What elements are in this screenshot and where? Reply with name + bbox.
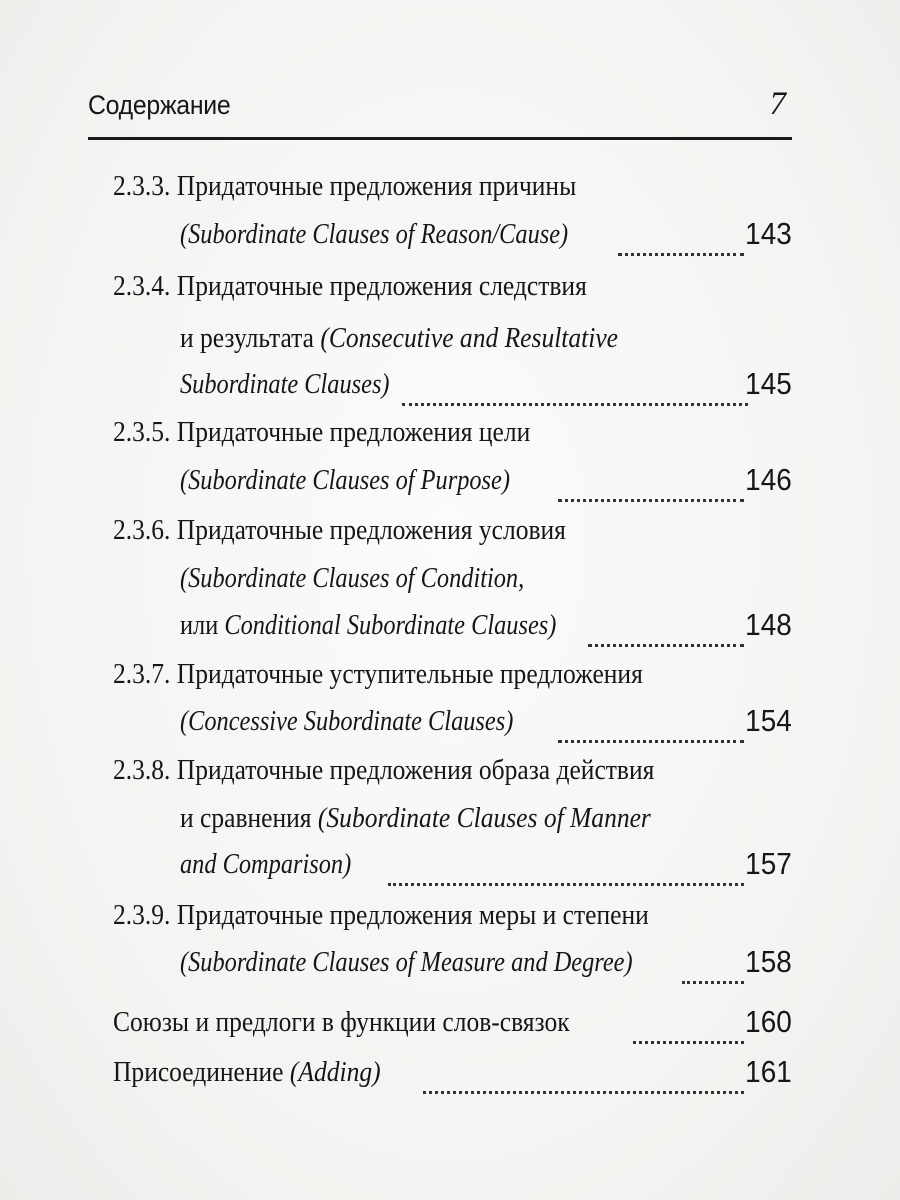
toc-entry-2-3-3-title bbox=[113, 164, 576, 208]
toc-entry-english: (Subordinate Clauses of Reason/Cause) bbox=[180, 218, 569, 250]
toc-page-number: 157 bbox=[745, 846, 792, 881]
toc-entry-number: 2.3.5. bbox=[113, 416, 171, 448]
toc-page-number: 145 bbox=[745, 366, 792, 401]
toc-entry-2-3-5-leader bbox=[180, 458, 792, 502]
leader-dots bbox=[618, 212, 744, 256]
toc-entry-2-3-9-leader bbox=[180, 940, 792, 984]
toc-page-number: 161 bbox=[745, 1054, 792, 1089]
toc-entry-number: 2.3.8. bbox=[113, 754, 171, 786]
toc-entry-title: Присоединение bbox=[113, 1056, 284, 1088]
toc-entry-english-cont: Subordinate Clauses) bbox=[180, 368, 390, 400]
toc-entry-number: 2.3.9. bbox=[113, 899, 171, 931]
toc-entry-title: Придаточные предложения цели bbox=[176, 416, 531, 448]
toc-entry-title: Придаточные предложения меры и степени bbox=[176, 899, 649, 931]
toc-entry-english: (Subordinate Clauses of Measure and Degree) bbox=[180, 946, 633, 978]
toc-entry-conjunctions bbox=[113, 1000, 792, 1044]
toc-entry-2-3-8-title bbox=[113, 748, 654, 792]
toc-entry-english: (Adding) bbox=[289, 1056, 381, 1088]
toc-entry-2-3-5-title bbox=[113, 410, 530, 454]
toc-entry-title: Союзы и предлоги в функции слов-связок bbox=[113, 1006, 570, 1038]
leader-dots bbox=[558, 458, 744, 502]
toc-page-number: 146 bbox=[745, 462, 792, 497]
leader-dots bbox=[423, 1050, 744, 1094]
toc-entry-english-cont: and Comparison) bbox=[180, 848, 352, 880]
toc-entry-english-alt: Conditional Subordinate Clauses) bbox=[224, 609, 557, 641]
toc-entry-2-3-8-leader bbox=[180, 842, 792, 886]
toc-entry-adding bbox=[113, 1050, 792, 1094]
toc-entry-title: Придаточные предложения причины bbox=[176, 170, 577, 202]
toc-entry-2-3-4-title bbox=[113, 264, 587, 308]
toc-entry-number: 2.3.4. bbox=[113, 270, 171, 302]
toc-entry-2-3-7-leader bbox=[180, 699, 792, 743]
toc-entry-title-cont: и результата bbox=[180, 322, 314, 354]
toc-page-number: 158 bbox=[745, 944, 792, 979]
toc-entry-english-cont bbox=[180, 603, 556, 647]
toc-page-number: 160 bbox=[745, 1004, 792, 1039]
toc-entry-2-3-9-title bbox=[113, 893, 649, 937]
leader-dots bbox=[633, 1000, 744, 1044]
toc-entry-2-3-6-title bbox=[113, 508, 566, 552]
toc-entry-english: (Subordinate Clauses of Purpose) bbox=[180, 464, 510, 496]
header-title: Содержание bbox=[88, 90, 231, 120]
toc-entry-english: (Consecutive and Resultative bbox=[320, 322, 618, 354]
leader-dots bbox=[588, 603, 744, 647]
toc-conjunction: или bbox=[180, 609, 219, 641]
toc-entry-number: 2.3.7. bbox=[113, 658, 171, 690]
leader-dots bbox=[388, 842, 744, 886]
toc-entry-2-3-6-english: (Subordinate Clauses of Condition, bbox=[180, 562, 525, 594]
toc-entry-2-3-3-leader bbox=[180, 212, 792, 256]
toc-entry-2-3-6-leader bbox=[180, 603, 792, 647]
toc-entry-2-3-4-line2 bbox=[180, 316, 618, 360]
toc-entry-number: 2.3.6. bbox=[113, 514, 171, 546]
toc-page-number: 148 bbox=[745, 607, 792, 642]
toc-entry-2-3-7-title bbox=[113, 652, 643, 696]
leader-dots bbox=[558, 699, 744, 743]
toc-entry-2-3-8-line2 bbox=[180, 796, 651, 840]
toc-entry-number: 2.3.3. bbox=[113, 170, 171, 202]
toc-entry-title: Придаточные предложения условия bbox=[176, 514, 566, 546]
toc-entry-2-3-4-leader bbox=[180, 362, 792, 406]
leader-dots bbox=[682, 940, 744, 984]
toc-entry-english: (Concessive Subordinate Clauses) bbox=[180, 705, 514, 737]
toc-entry-title: Придаточные предложения следствия bbox=[176, 270, 587, 302]
toc-entry-english: (Subordinate Clauses of Manner bbox=[317, 802, 651, 834]
toc-entry-title-line bbox=[113, 1050, 381, 1094]
toc-entry-title-cont: и сравнения bbox=[180, 802, 312, 834]
toc-entry-title: Придаточные предложения образа действия bbox=[176, 754, 655, 786]
header-page-number: 7 bbox=[769, 86, 786, 122]
leader-dots bbox=[402, 362, 748, 406]
toc-page-number: 143 bbox=[745, 216, 792, 251]
toc-page-number: 154 bbox=[745, 703, 792, 738]
toc-entry-title: Придаточные уступительные предложения bbox=[176, 658, 643, 690]
